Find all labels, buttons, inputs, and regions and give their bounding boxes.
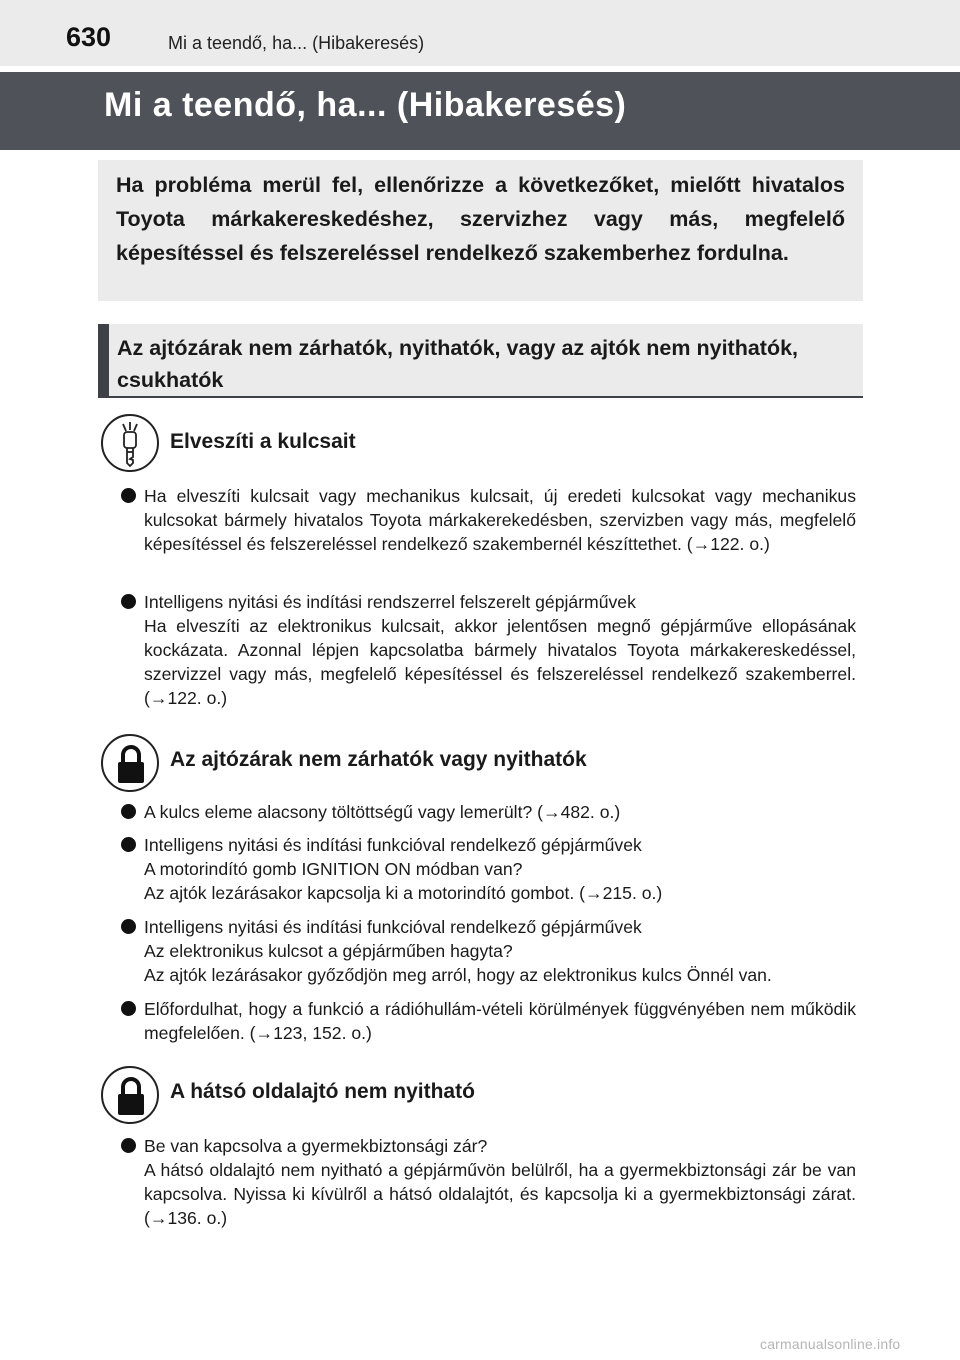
watermark: carmanualsonline.info (760, 1336, 901, 1352)
page-header-band (0, 0, 960, 66)
list-item (121, 484, 856, 556)
subheading-door-locks: Az ajtózárak nem zárhatók vagy nyithatók (170, 748, 587, 771)
section-heading-box (98, 324, 863, 398)
item-text: Ha elveszíti kulcsait vagy mechanikus kulcsait, új eredeti kulcsokat vagy mechanikus kulcsokat bármely hivatalos Toyota márkakerekedésben, szervizben vagy más, megfelelő képesítéssel és felszereléssel rendelkező szakembernél készíttethet. (→122. o.) (144, 486, 856, 554)
list-item (121, 915, 856, 987)
page-number: 630 (66, 22, 112, 52)
section-title: Az ajtózárak nem zárhatók, nyithatók, vagy az ajtók nem nyithatók, csukhatók (117, 336, 799, 392)
item-text: Az elektronikus kulcsot a gépjárműben hagyta? (144, 941, 513, 961)
list-item (121, 800, 856, 824)
page-title: Mi a teendő, ha... (Hibakeresés) (104, 86, 627, 124)
bullet-icon (121, 1138, 136, 1153)
list-item (121, 833, 856, 905)
list-item (121, 997, 856, 1045)
intro-box (98, 160, 863, 301)
item-text: Intelligens nyitási és indítási rendszerrel felszerelt gépjárművek (144, 592, 636, 612)
subheading-rear-door: A hátsó oldalajtó nem nyitható (170, 1080, 475, 1103)
list-item (121, 1134, 856, 1230)
item-text: Ha elveszíti az elektronikus kulcsait, akkor jelentősen megnő gépjárműve ellopásának kockázata. Azonnal lépjen kapcsolatba bármely hivatalos Toyota márkakereskedéssel, szervizzel vagy más, megfelelő képesítéssel és felszereléssel rendelkező szakemberrel. (→122. o.) (144, 616, 856, 708)
list-item (121, 590, 856, 710)
item-text: A kulcs eleme alacsony töltöttségű vagy lemerült? (→482. o.) (144, 802, 621, 822)
running-title: Mi a teendő, ha... (Hibakeresés) (168, 33, 425, 53)
padlock-icon (101, 734, 159, 792)
bullet-icon (121, 594, 136, 609)
item-text: Az ajtók lezárásakor győződjön meg arról, hogy az elektronikus kulcs Önnél van. (144, 965, 772, 985)
padlock-icon (101, 1066, 159, 1124)
bullet-icon (121, 919, 136, 934)
item-text: Az ajtók lezárásakor kapcsolja ki a motorindító gombot. (→215. o.) (144, 883, 663, 903)
bullet-icon (121, 488, 136, 503)
item-text: A hátsó oldalajtó nem nyitható a gépjárművön belülről, ha a gyermekbiztonsági zár be van kapcsolva. Nyissa ki kívülről a hátsó oldalajtót, és kapcsolja ki a gyermekbiztonsági zárat. (→136. o.) (144, 1160, 856, 1228)
bullet-icon (121, 1001, 136, 1016)
intro-text: Ha probléma merül fel, ellenőrizze a következőket, mielőtt hivatalos Toyota márkakereskedéshez, szervizhez vagy más, megfelelő képesítéssel és felszereléssel rendelkező szakemberhez fordulna. (116, 173, 845, 265)
item-text: Be van kapcsolva a gyermekbiztonsági zár? (144, 1136, 488, 1156)
bullet-icon (121, 804, 136, 819)
bullet-icon (121, 837, 136, 852)
item-text: Intelligens nyitási és indítási funkcióval rendelkező gépjárművek (144, 917, 642, 937)
item-text: Intelligens nyitási és indítási funkcióval rendelkező gépjárművek (144, 835, 642, 855)
item-text: A motorindító gomb IGNITION ON módban van? (144, 859, 523, 879)
key-icon (101, 414, 159, 472)
item-text: Előfordulhat, hogy a funkció a rádióhullám-vételi körülmények függvényében nem működik megfelelően. (→123, 152. o.) (144, 999, 856, 1043)
subheading-lost-keys: Elveszíti a kulcsait (170, 430, 356, 453)
